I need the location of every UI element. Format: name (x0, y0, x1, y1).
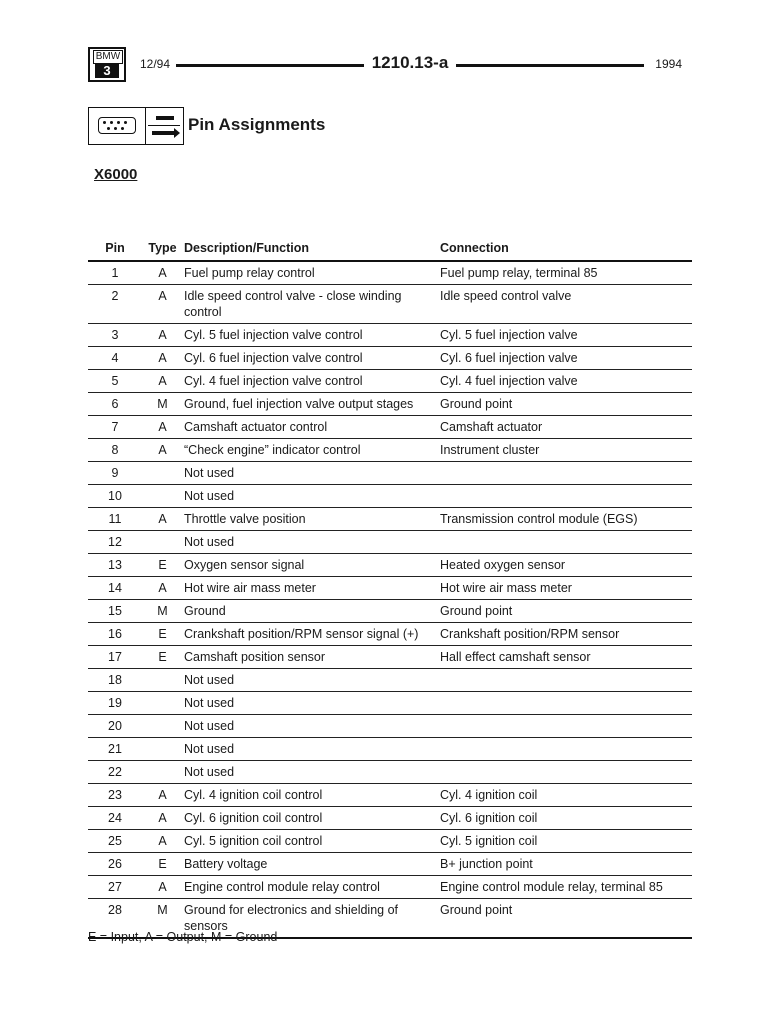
connection-cell (440, 669, 692, 692)
table-row (88, 692, 692, 715)
connection-cell: Hall effect camshaft sensor (440, 646, 692, 669)
type-cell: A (142, 370, 183, 393)
pin-cell: 17 (88, 646, 142, 669)
pin-cell: 2 (88, 285, 142, 324)
pin-cell: 15 (88, 600, 142, 623)
pin-cell: 1 (88, 261, 142, 285)
pin-cell: 13 (88, 554, 142, 577)
pin-cell: 23 (88, 784, 142, 807)
description-cell: Not used (183, 462, 440, 485)
connection-cell: Cyl. 4 fuel injection valve (440, 370, 692, 393)
type-cell: A (142, 261, 183, 285)
table-row (88, 324, 692, 347)
description-cell: Not used (183, 531, 440, 554)
table-row (88, 531, 692, 554)
type-cell: A (142, 508, 183, 531)
column-header-connection: Connection (440, 236, 692, 261)
table-row (88, 715, 692, 738)
logo-series-text: 3 (95, 64, 119, 78)
connection-cell: Heated oxygen sensor (440, 554, 692, 577)
connection-cell: Camshaft actuator (440, 416, 692, 439)
connection-cell: Cyl. 6 ignition coil (440, 807, 692, 830)
pin-cell: 25 (88, 830, 142, 853)
description-cell: “Check engine” indicator control (183, 439, 440, 462)
table-row (88, 416, 692, 439)
table-row (88, 646, 692, 669)
document-number: 1210.13-a (371, 53, 449, 72)
connection-cell: Cyl. 5 fuel injection valve (440, 324, 692, 347)
type-cell: E (142, 646, 183, 669)
connection-cell (440, 738, 692, 761)
table-row (88, 508, 692, 531)
type-cell: A (142, 285, 183, 324)
connection-cell (440, 531, 692, 554)
type-cell (142, 738, 183, 761)
description-cell: Cyl. 5 ignition coil control (183, 830, 440, 853)
table-row (88, 761, 692, 784)
table-row (88, 853, 692, 876)
pin-cell: 9 (88, 462, 142, 485)
table-row (88, 784, 692, 807)
table-body (88, 261, 692, 938)
type-cell (142, 692, 183, 715)
description-cell: Ground for electronics and shielding of sensors (183, 899, 440, 939)
type-cell: E (142, 554, 183, 577)
pin-cell: 19 (88, 692, 142, 715)
connection-cell: Hot wire air mass meter (440, 577, 692, 600)
description-cell: Idle speed control valve - close winding control (183, 285, 440, 324)
type-cell (142, 531, 183, 554)
type-cell: A (142, 347, 183, 370)
pin-cell: 5 (88, 370, 142, 393)
description-cell: Fuel pump relay control (183, 261, 440, 285)
connection-cell: Ground point (440, 899, 692, 939)
type-cell: E (142, 623, 183, 646)
description-cell: Ground (183, 600, 440, 623)
plug-icon (146, 108, 183, 144)
pin-cell: 12 (88, 531, 142, 554)
connector-icon (89, 108, 146, 144)
header-date: 12/94 (140, 57, 171, 71)
table-row (88, 439, 692, 462)
connection-cell: Ground point (440, 393, 692, 416)
pin-cell: 28 (88, 899, 142, 939)
type-cell: A (142, 324, 183, 347)
pin-cell: 8 (88, 439, 142, 462)
connection-cell: Instrument cluster (440, 439, 692, 462)
pin-cell: 14 (88, 577, 142, 600)
table-row (88, 370, 692, 393)
description-cell: Engine control module relay control (183, 876, 440, 899)
description-cell: Crankshaft position/RPM sensor signal (+) (183, 623, 440, 646)
connection-cell: Transmission control module (EGS) (440, 508, 692, 531)
type-cell (142, 462, 183, 485)
table-row (88, 393, 692, 416)
connection-cell: Idle speed control valve (440, 285, 692, 324)
description-cell: Camshaft actuator control (183, 416, 440, 439)
type-cell: M (142, 393, 183, 416)
connection-cell (440, 715, 692, 738)
type-cell: A (142, 439, 183, 462)
section-title: Pin Assignments (188, 115, 326, 134)
table-row (88, 485, 692, 508)
pin-cell: 27 (88, 876, 142, 899)
header-year: 1994 (655, 57, 682, 71)
connector-id: X6000 (94, 166, 138, 183)
bmw-3-series-logo (88, 47, 126, 82)
description-cell: Cyl. 4 fuel injection valve control (183, 370, 440, 393)
pin-cell: 4 (88, 347, 142, 370)
page-header (88, 44, 692, 84)
table-row (88, 600, 692, 623)
connection-cell: Engine control module relay, terminal 85 (440, 876, 692, 899)
pin-cell: 20 (88, 715, 142, 738)
connection-cell: Cyl. 5 ignition coil (440, 830, 692, 853)
table-row (88, 554, 692, 577)
connection-cell: B+ junction point (440, 853, 692, 876)
type-cell: A (142, 830, 183, 853)
connection-cell (440, 761, 692, 784)
table-row (88, 830, 692, 853)
description-cell: Oxygen sensor signal (183, 554, 440, 577)
connection-cell: Cyl. 4 ignition coil (440, 784, 692, 807)
description-cell: Not used (183, 669, 440, 692)
table-row (88, 347, 692, 370)
description-cell: Ground, fuel injection valve output stages (183, 393, 440, 416)
connection-cell (440, 485, 692, 508)
description-cell: Hot wire air mass meter (183, 577, 440, 600)
description-cell: Cyl. 6 ignition coil control (183, 807, 440, 830)
type-cell (142, 669, 183, 692)
table-row (88, 285, 692, 324)
table-row (88, 623, 692, 646)
table-row (88, 577, 692, 600)
type-cell: A (142, 807, 183, 830)
type-cell: A (142, 784, 183, 807)
type-cell: A (142, 577, 183, 600)
pin-cell: 26 (88, 853, 142, 876)
column-header-description: Description/Function (183, 236, 440, 261)
pin-cell: 11 (88, 508, 142, 531)
table-row (88, 738, 692, 761)
type-cell (142, 485, 183, 508)
pin-cell: 3 (88, 324, 142, 347)
description-cell: Battery voltage (183, 853, 440, 876)
type-cell: A (142, 416, 183, 439)
pin-cell: 21 (88, 738, 142, 761)
description-cell: Not used (183, 485, 440, 508)
connection-cell (440, 692, 692, 715)
connection-cell: Cyl. 6 fuel injection valve (440, 347, 692, 370)
type-cell (142, 715, 183, 738)
pin-cell: 18 (88, 669, 142, 692)
description-cell: Cyl. 4 ignition coil control (183, 784, 440, 807)
table-row (88, 261, 692, 285)
header-rule-left (176, 64, 364, 67)
description-cell: Not used (183, 738, 440, 761)
connection-cell (440, 462, 692, 485)
description-cell: Cyl. 5 fuel injection valve control (183, 324, 440, 347)
column-header-type: Type (142, 236, 183, 261)
pin-cell: 16 (88, 623, 142, 646)
table-row (88, 876, 692, 899)
type-cell: A (142, 876, 183, 899)
header-rule-right (456, 64, 644, 67)
logo-brand-text: BMW (93, 50, 123, 64)
type-cell: M (142, 899, 183, 939)
type-cell (142, 761, 183, 784)
pin-assignment-table (88, 236, 692, 939)
description-cell: Not used (183, 761, 440, 784)
table-row (88, 807, 692, 830)
description-cell: Cyl. 6 fuel injection valve control (183, 347, 440, 370)
table-header-row (88, 236, 692, 261)
connection-cell: Ground point (440, 600, 692, 623)
table-row (88, 669, 692, 692)
connection-cell: Fuel pump relay, terminal 85 (440, 261, 692, 285)
table-row (88, 462, 692, 485)
connection-cell: Crankshaft position/RPM sensor (440, 623, 692, 646)
pin-cell: 22 (88, 761, 142, 784)
pin-cell: 24 (88, 807, 142, 830)
description-cell: Not used (183, 715, 440, 738)
description-cell: Not used (183, 692, 440, 715)
description-cell: Throttle valve position (183, 508, 440, 531)
pin-cell: 10 (88, 485, 142, 508)
type-cell: E (142, 853, 183, 876)
connector-pin-icon (88, 107, 184, 145)
type-legend: E = Input, A = Output, M = Ground (88, 930, 278, 944)
column-header-pin: Pin (88, 236, 142, 261)
description-cell: Camshaft position sensor (183, 646, 440, 669)
pin-cell: 7 (88, 416, 142, 439)
type-cell: M (142, 600, 183, 623)
pin-cell: 6 (88, 393, 142, 416)
